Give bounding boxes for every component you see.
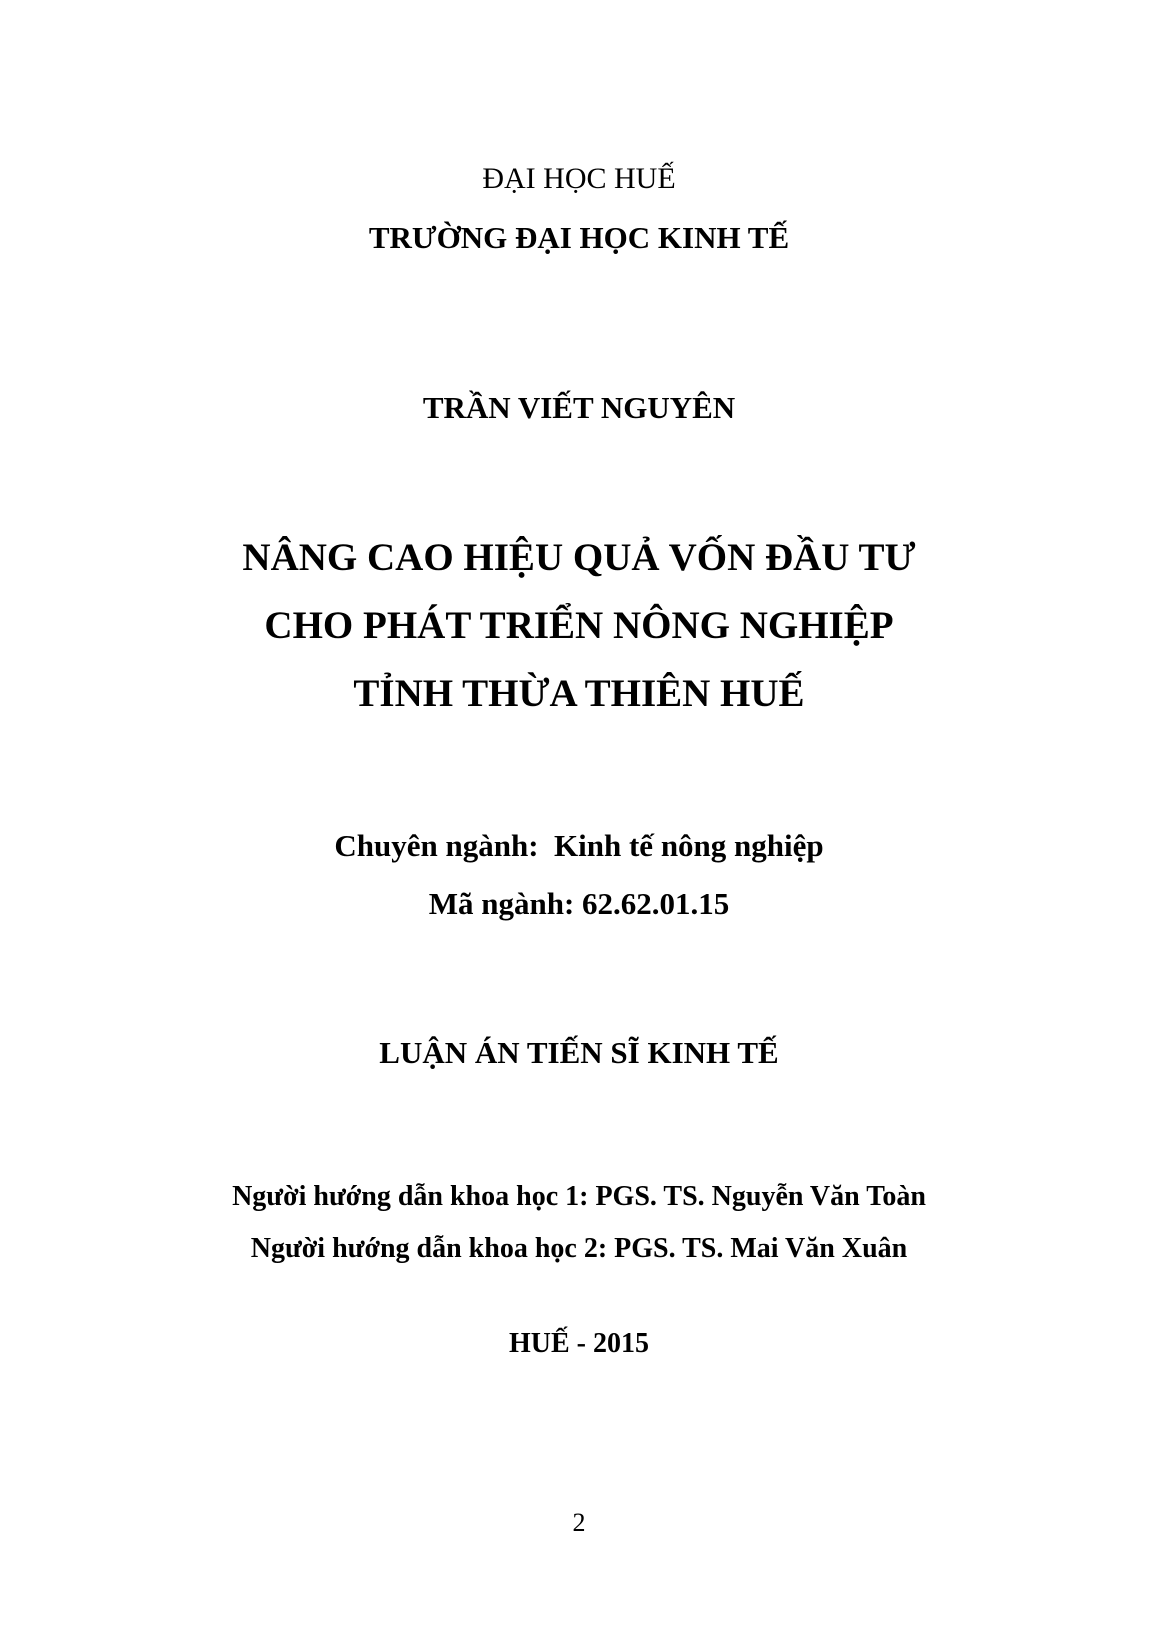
author-name: TRẦN VIẾT NGUYÊN bbox=[422, 390, 736, 425]
major-code: Mã ngành: 62.62.01.15 bbox=[428, 886, 730, 921]
advisor-2: Người hướng dẫn khoa học 2: PGS. TS. Mai Văn Xuân bbox=[250, 1233, 908, 1264]
advisor-1: Người hướng dẫn khoa học 1: PGS. TS. Nguyễn Văn Toàn bbox=[232, 1181, 926, 1212]
degree-type: LUẬN ÁN TIẾN SĨ KINH TẾ bbox=[379, 1035, 779, 1070]
thesis-title-line-3: TỈNH THỪA THIÊN HUẾ bbox=[353, 672, 805, 715]
place-and-year: HUẾ - 2015 bbox=[509, 1328, 649, 1359]
page-number: 2 bbox=[572, 1508, 586, 1537]
thesis-title-line-2: CHO PHÁT TRIỂN NÔNG NGHIỆP bbox=[264, 604, 894, 647]
school-name: TRƯỜNG ĐẠI HỌC KINH TẾ bbox=[368, 220, 790, 255]
thesis-title-line-1: NÂNG CAO HIỆU QUẢ VỐN ĐẦU TƯ bbox=[242, 536, 916, 579]
major-label: Chuyên ngành: Kinh tế nông nghiệp bbox=[334, 828, 824, 863]
university-name: ĐẠI HỌC HUẾ bbox=[482, 162, 676, 195]
